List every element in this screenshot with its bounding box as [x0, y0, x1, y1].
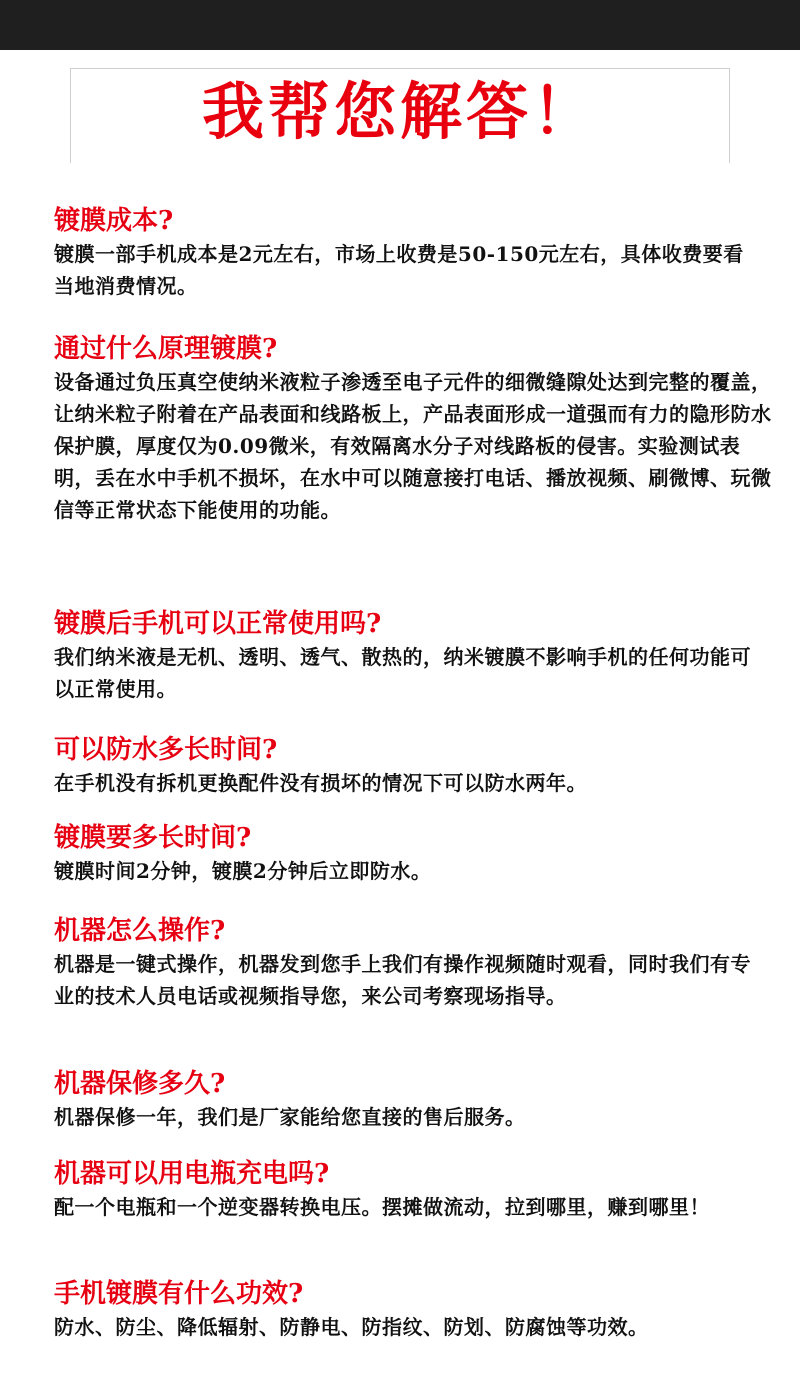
faq-item-time [54, 822, 780, 887]
faq-question: 机器可以用电瓶充电吗? [54, 1159, 330, 1189]
faq-item-battery [54, 1158, 744, 1223]
faq-answer: 防水、防尘、降低辐射、防静电、防指纹、防划、防腐蚀等功效。 [54, 1315, 649, 1339]
faq-answer: 机器保修一年，我们是厂家能给您直接的售后服务。 [54, 1105, 526, 1129]
faq-answer: 机器是一键式操作，机器发到您手上我们有操作视频随时观看，同时我们有专业的技术人员电话或视频指导您，来公司考察现场指导。 [54, 952, 751, 1008]
faq-answer: 我们纳米液是无机、透明、透气、散热的，纳米镀膜不影响手机的任何功能可以正常使用。 [54, 645, 751, 701]
faq-item-cost [54, 205, 744, 302]
faq-answer: 设备通过负压真空使纳米液粒子渗透至电子元件的细微缝隙处达到完整的覆盖，让纳米粒子附着在产品表面和线路板上，产品表面形成一道强而有力的隐形防水保护膜，厚度仅为0.09微米，有效隔离水分子对线路板的侵害。实验测试表明，丢在水中手机不损坏，在水中可以随意接打电话、播放视频、刷微博、玩微信等正常状态下能使用的功能。 [54, 370, 772, 522]
faq-question: 镀膜要多长时间? [54, 823, 252, 853]
faq-question: 镀膜成本? [54, 206, 174, 236]
faq-question: 手机镀膜有什么功效? [54, 1279, 304, 1309]
faq-item-warranty [54, 1068, 780, 1133]
faq-item-principle [54, 333, 780, 526]
faq-question: 机器怎么操作? [54, 916, 226, 946]
faq-item-effects [54, 1278, 734, 1343]
faq-item-normal-use [54, 608, 770, 705]
faq-item-operation [54, 915, 764, 1012]
faq-answer: 镀膜时间2分钟，镀膜2分钟后立即防水。 [54, 859, 432, 883]
faq-question: 可以防水多长时间? [54, 735, 278, 765]
faq-answer: 配一个电瓶和一个逆变器转换电压。摆摊做流动，拉到哪里，赚到哪里！ [54, 1195, 710, 1219]
page-title: 我帮您解答！ [201, 75, 598, 148]
faq-answer: 在手机没有拆机更换配件没有损坏的情况下可以防水两年。 [54, 771, 587, 795]
faq-answer: 镀膜一部手机成本是2元左右，市场上收费是50-150元左右，具体收费要看当地消费情况。 [54, 242, 744, 298]
faq-question: 机器保修多久? [54, 1069, 226, 1099]
faq-item-duration [54, 734, 780, 799]
top-bar [0, 0, 800, 50]
faq-question: 镀膜后手机可以正常使用吗? [54, 609, 382, 639]
faq-question: 通过什么原理镀膜? [54, 334, 278, 364]
